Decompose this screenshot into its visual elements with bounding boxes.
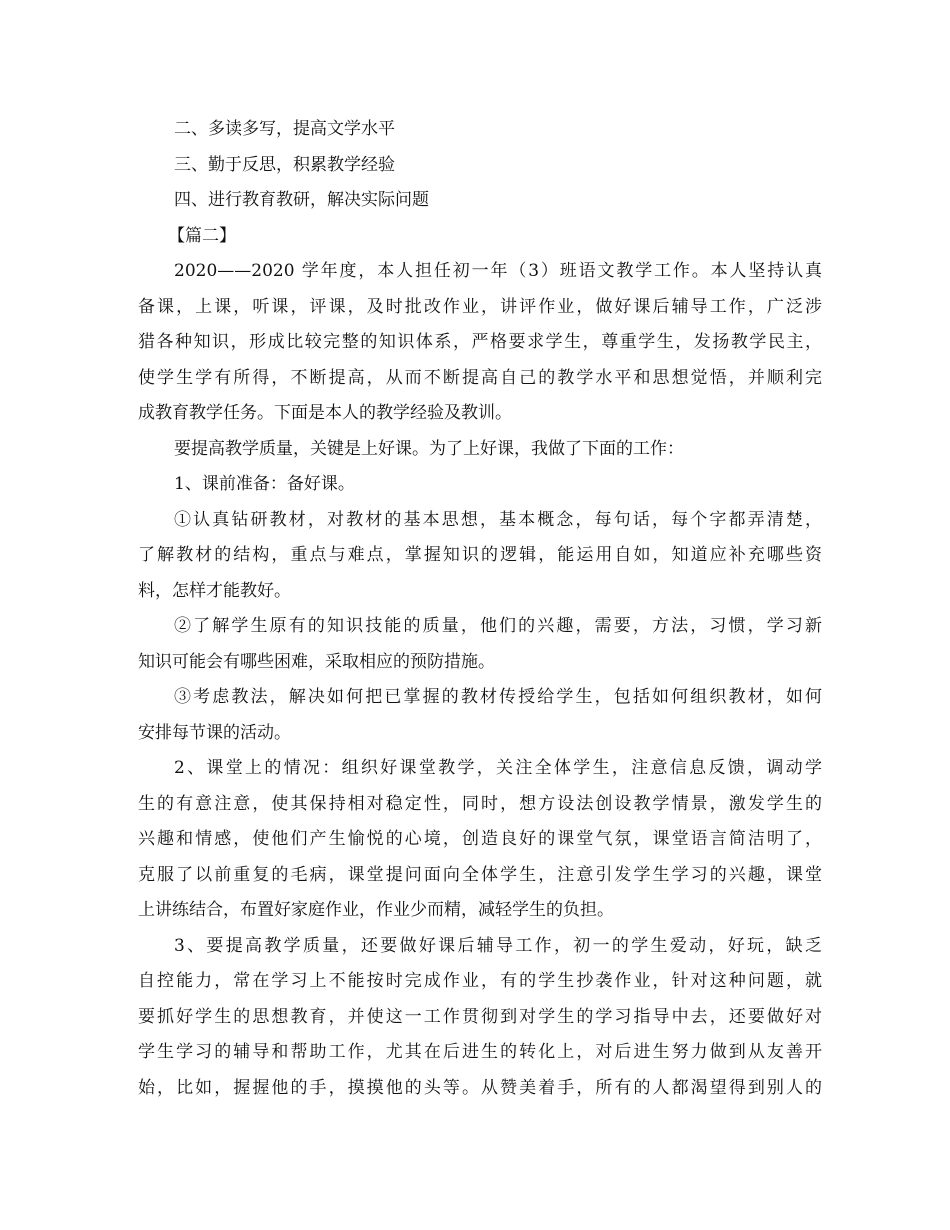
paragraph-line: 备课，上课，听课，评课，及时批改作业，讲评作业，做好课后辅导工作，广泛涉 <box>138 296 822 317</box>
paragraph-line: 了解教材的结构，重点与难点，掌握知识的逻辑，能运用自如，知道应补充哪些资 <box>138 545 822 565</box>
paragraph-line: 1、课前准备：备好课。 <box>174 474 355 494</box>
paragraph-line: 自控能力，常在学习上不能按时完成作业，有的学生抄袭作业，针对这种问题，就 <box>138 971 822 991</box>
paragraph-line: 料，怎样才能教好。 <box>138 580 291 601</box>
paragraph-line: 学生学习的辅导和帮助工作，尤其在后进生的转化上，对后进生努力做到从友善开 <box>138 1042 822 1062</box>
list-item: 三、勤于反思，积累教学经验 <box>174 154 395 175</box>
paragraph-line: 兴趣和情感，使他们产生愉悦的心境，创造良好的课堂气氛，课堂语言简洁明了， <box>138 829 822 849</box>
paragraph-line: 生的有意注意，使其保持相对稳定性，同时，想方设法创设教学情景，激发学生的 <box>138 793 822 814</box>
paragraph-line: 猎各种知识，形成比较完整的知识体系，严格要求学生，尊重学生，发扬教学民主， <box>138 332 822 352</box>
paragraph-line: 安排每节课的活动。 <box>138 722 291 743</box>
paragraph-line: 3、要提高教学质量，还要做好课后辅导工作，初一的学生爱动，好玩，缺乏 <box>174 935 822 956</box>
paragraph-line: 始，比如，握握他的手，摸摸他的头等。从赞美着手，所有的人都渴望得到别人的 <box>138 1077 822 1098</box>
paragraph-line: 使学生学有所得，不断提高，从而不断提高自己的教学水平和思想觉悟，并顺利完 <box>138 367 822 388</box>
paragraph-line: 2020——2020 学年度，本人担任初一年（3）班语文教学工作。本人坚持认真 <box>174 261 822 281</box>
paragraph-line: 2、课堂上的情况：组织好课堂教学，关注全体学生，注意信息反馈，调动学 <box>174 758 822 778</box>
paragraph-line: ③考虑教法，解决如何把已掌握的教材传授给学生，包括如何组织教材，如何 <box>174 687 822 707</box>
paragraph-line: 成教育教学任务。下面是本人的教学经验及教训。 <box>138 403 512 423</box>
paragraph-line: 要提高教学质量，关键是上好课。为了上好课，我做了下面的工作： <box>174 438 684 459</box>
list-item: 二、多读多写，提高文学水平 <box>174 119 395 139</box>
section-heading: 【篇二】 <box>168 225 236 246</box>
paragraph-line: 克服了以前重复的毛病，课堂提问面向全体学生，注意引发学生学习的兴趣，课堂 <box>138 864 822 885</box>
paragraph-line: ①认真钻研教材，对教材的基本思想，基本概念，每句话，每个字都弄清楚， <box>174 509 822 530</box>
paragraph-line: 上讲练结合，布置好家庭作业，作业少而精，减轻学生的负担。 <box>138 900 614 920</box>
paragraph-line: ②了解学生原有的知识技能的质量，他们的兴趣，需要，方法，习惯，学习新 <box>174 616 822 636</box>
paragraph-line: 要抓好学生的思想教育，并使这一工作贯彻到对学生的学习指导中去，还要做好对 <box>138 1006 822 1027</box>
list-item: 四、进行教育教研，解决实际问题 <box>174 190 429 210</box>
paragraph-line: 知识可能会有哪些困难，采取相应的预防措施。 <box>138 651 495 672</box>
document-body <box>138 112 822 1106</box>
